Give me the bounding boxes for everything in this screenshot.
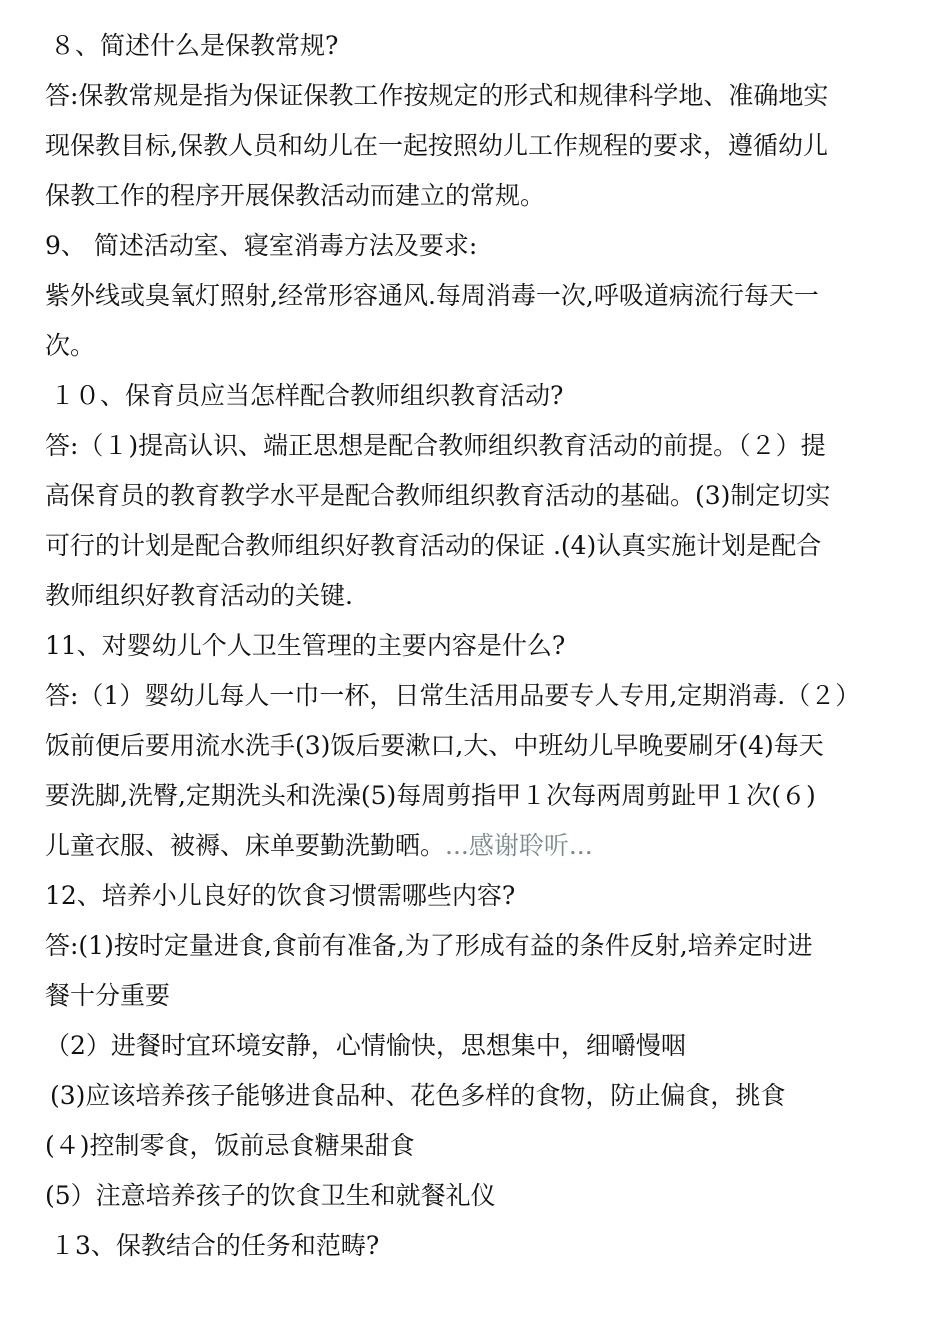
question-9-title: 9、 简述活动室、寝室消毒方法及要求: bbox=[45, 231, 478, 260]
answer-10-line-1: 答:（１)提高认识、端正思想是配合教师组织教育活动的前提。（２）提 bbox=[45, 431, 826, 460]
question-12-title: 12、培养小儿良好的饮食习惯需哪些内容? bbox=[45, 881, 516, 910]
answer-8-line-3: 保教工作的程序开展保教活动而建立的常规。 bbox=[45, 181, 546, 210]
question-10-title: １０、保育员应当怎样配合教师组织教育活动? bbox=[50, 381, 564, 410]
answer-12-item-3: (3)应该培养孩子能够进食品种、花色多样的食物，防止偏食，挑食 bbox=[50, 1081, 786, 1110]
answer-12-item-4: (４)控制零食，饭前忌食糖果甜食 bbox=[45, 1131, 415, 1160]
question-13-title: １3、保教结合的任务和范畴? bbox=[50, 1231, 380, 1260]
answer-12-item-5: (5）注意培养孩子的饮食卫生和就餐礼仪 bbox=[45, 1181, 496, 1210]
answer-10-line-2: 高保育员的教育教学水平是配合教师组织教育活动的基础。(3)制定切实 bbox=[45, 481, 831, 510]
question-11-title: 11、对婴幼儿个人卫生管理的主要内容是什么? bbox=[45, 631, 566, 660]
answer-9-line-2: 次。 bbox=[45, 331, 96, 360]
answer-12-line-1: 答:(1)按时定量进食,食前有准备,为了形成有益的条件反射,培养定时进 bbox=[45, 931, 813, 960]
question-8-title: ８、简述什么是保教常规? bbox=[50, 31, 339, 60]
watermark-text: ...感谢聆听... bbox=[445, 831, 593, 860]
answer-10-line-3: 可行的计划是配合教师组织好教育活动的保证 .(4)认真实施计划是配合 bbox=[45, 531, 822, 560]
answer-11-line-3: 要洗脚,洗臀,定期洗头和洗澡(5)每周剪指甲１次每两周剪趾甲１次(６) bbox=[45, 781, 816, 810]
answer-12-line-2: 餐十分重要 bbox=[45, 981, 171, 1010]
answer-10-line-4: 教师组织好教育活动的关键. bbox=[45, 581, 353, 610]
answer-9-line-1: 紫外线或臭氧灯照射,经常形容通风.每周消毒一次,呼吸道病流行每天一 bbox=[45, 281, 819, 310]
answer-11-line-4 bbox=[45, 821, 915, 871]
answer-11-line-2: 饭前便后要用流水洗手(3)饭后要漱口,大、中班幼儿早晚要刷牙(4)每天 bbox=[45, 731, 824, 760]
answer-11-line-1: 答:（1）婴幼儿每人一巾一杯，日常生活用品要专人专用,定期消毒.（２） bbox=[45, 681, 861, 710]
answer-8-line-1: 答:保教常规是指为保证保教工作按规定的形式和规律科学地、准确地实 bbox=[45, 81, 829, 110]
answer-11-line-4-text: 儿童衣服、被褥、床单要勤洗勤晒。 bbox=[45, 831, 446, 860]
answer-12-item-2: （2）进餐时宜环境安静，心情愉快，思想集中，细嚼慢咽 bbox=[45, 1031, 686, 1060]
answer-8-line-2: 现保教目标,保教人员和幼儿在一起按照幼儿工作规程的要求，遵循幼儿 bbox=[45, 131, 828, 160]
